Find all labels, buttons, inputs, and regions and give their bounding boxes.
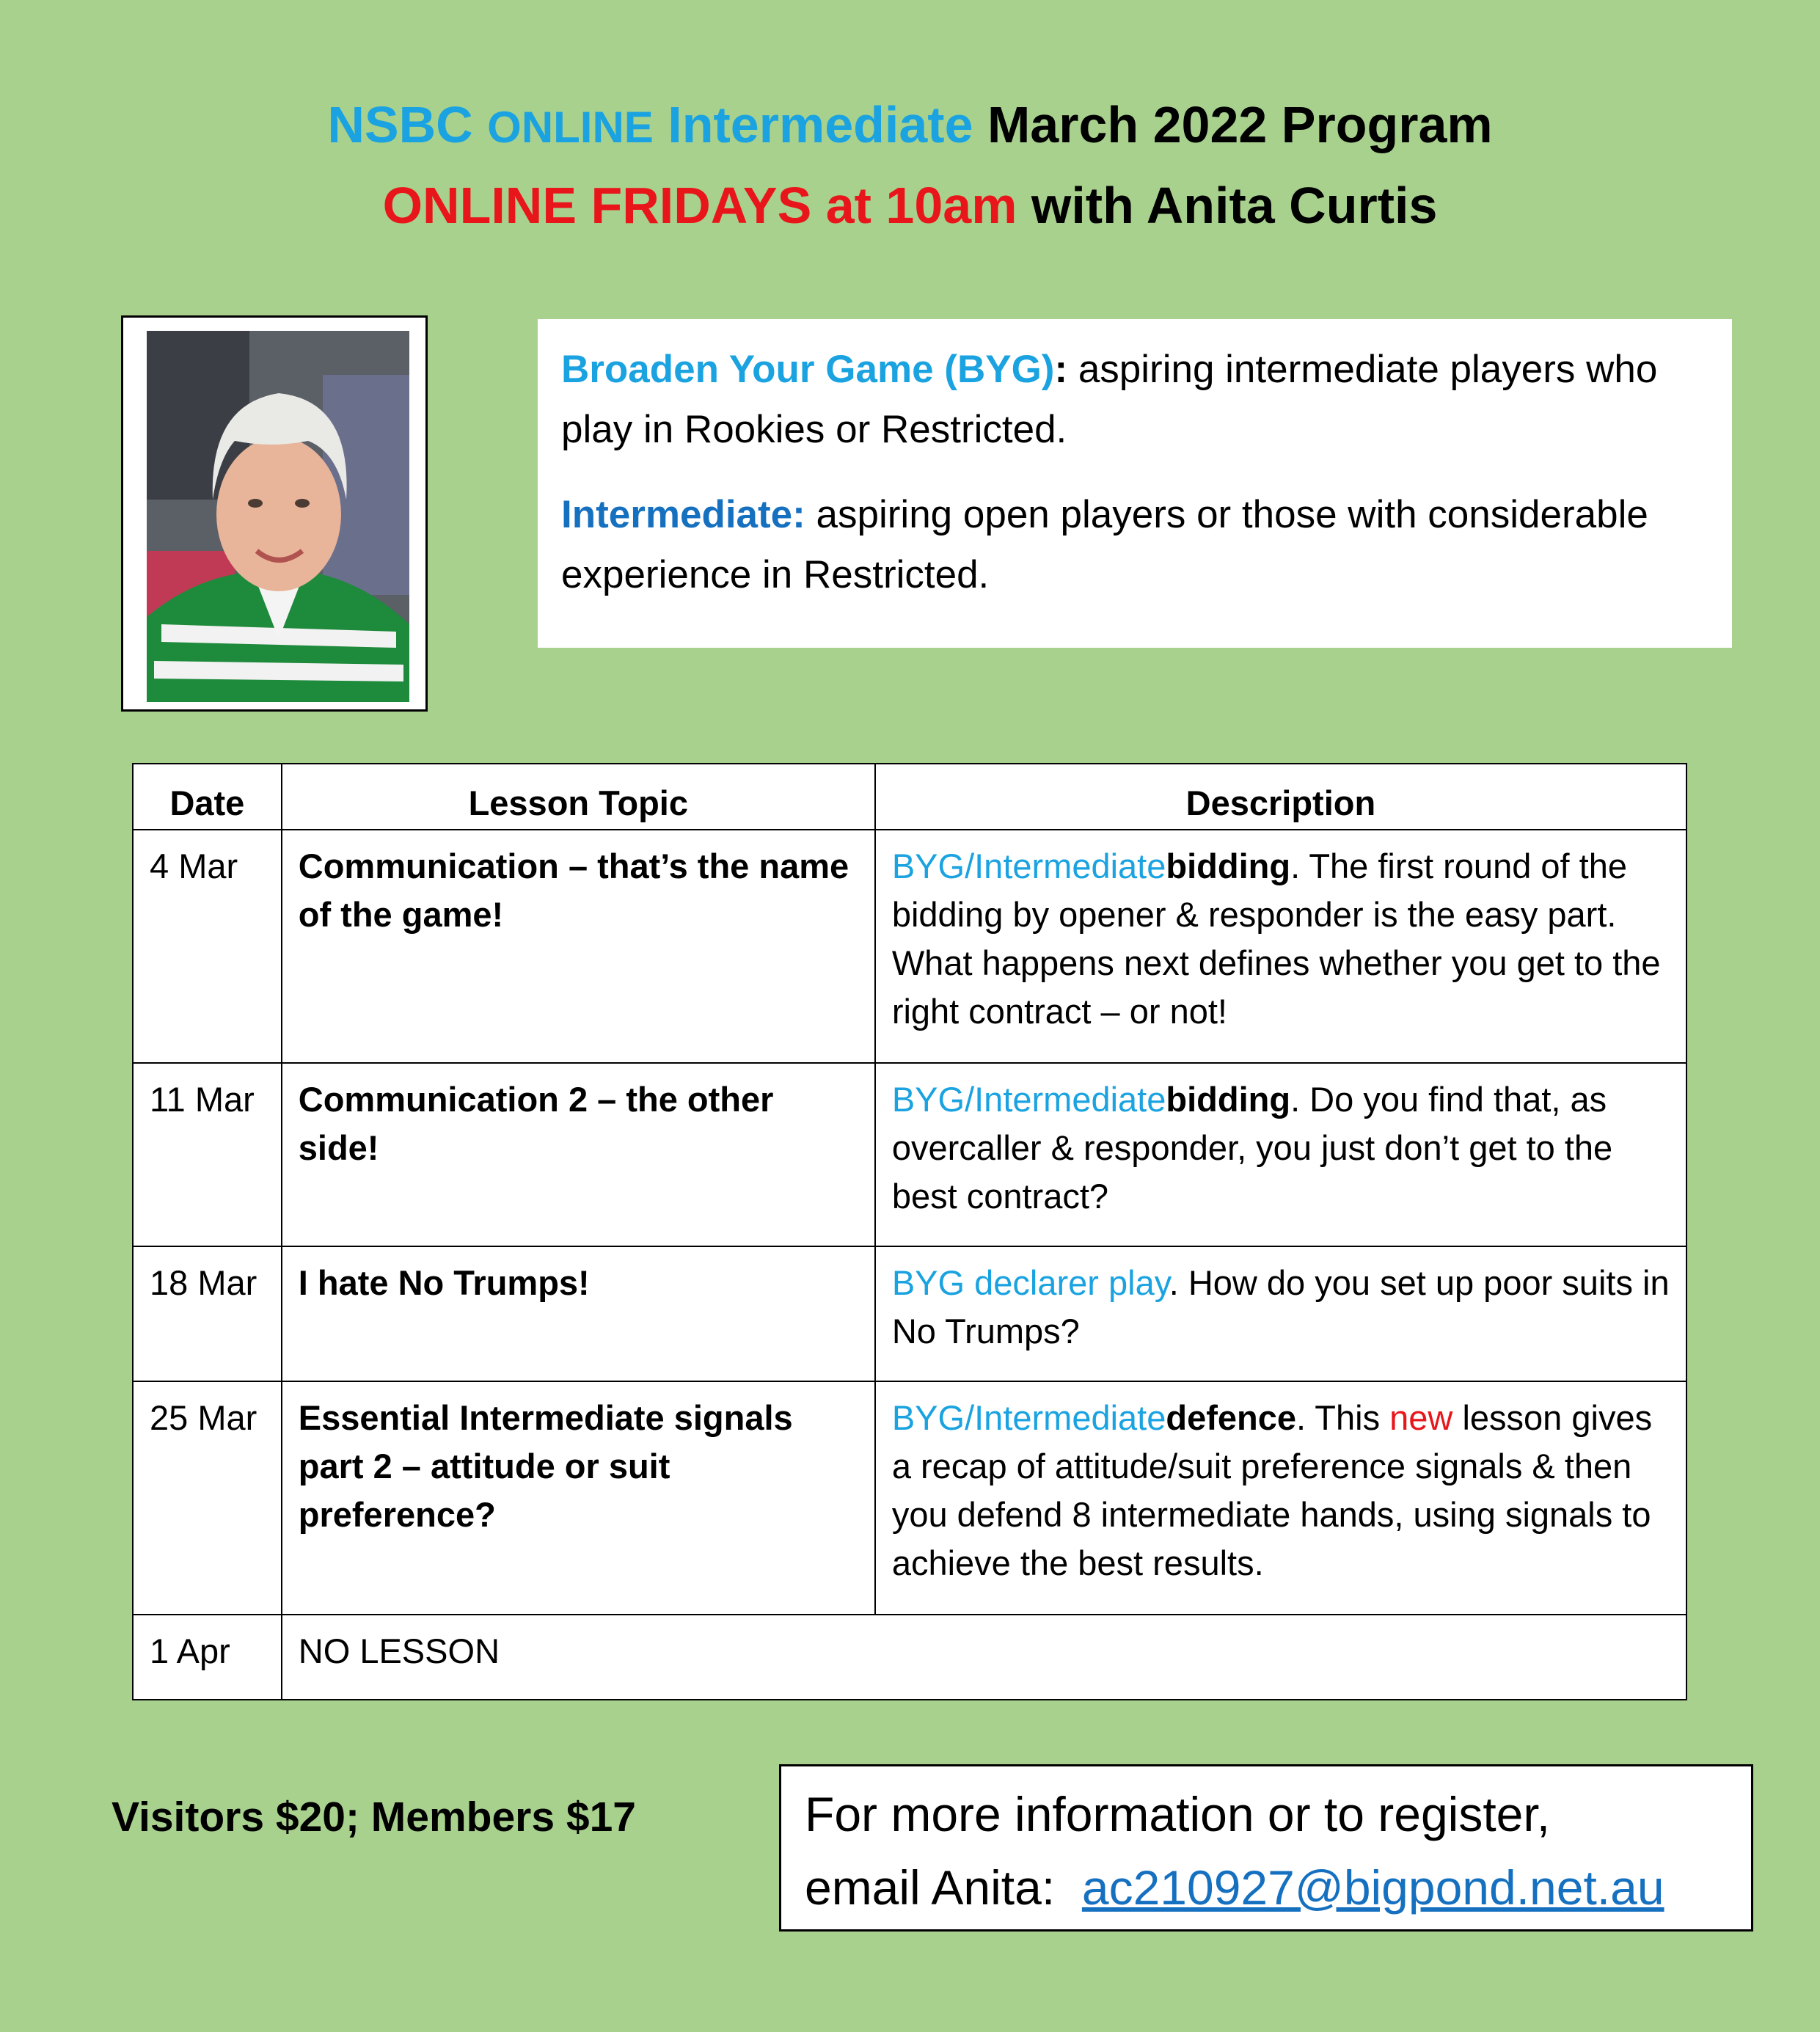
desc-focus: bidding — [1166, 847, 1291, 885]
row-topic: Essential Intermediate signals part 2 – attitude or suit preference? — [282, 1381, 875, 1615]
contact-email-line — [805, 1851, 1728, 1924]
row-date: 25 Mar — [133, 1381, 282, 1615]
title-nsbc: NSBC — [327, 96, 473, 153]
teacher-photo — [147, 331, 409, 702]
table-row — [133, 1381, 1686, 1615]
levels-box — [538, 319, 1732, 648]
desc-text: . The first round of the bidding by opener & responder is the easy part. What happens next defines whether you get to the right contract – or not! — [891, 847, 1661, 1031]
lesson-table — [132, 763, 1687, 1700]
row-date: 1 Apr — [133, 1615, 282, 1700]
title-online: ONLINE — [487, 103, 654, 152]
header-topic: Lesson Topic — [282, 764, 875, 830]
row-description — [875, 1381, 1686, 1615]
contact-box — [779, 1764, 1753, 1932]
level-byg-sep: : — [1054, 348, 1068, 391]
row-date: 18 Mar — [133, 1246, 282, 1381]
level-byg-text: aspiring intermediate players who play in Rookies or Restricted. — [561, 348, 1658, 451]
row-description — [875, 1063, 1686, 1246]
email-link[interactable]: ac210927@bigpond.net.au — [1081, 1860, 1664, 1915]
title-program: March 2022 Program — [987, 96, 1493, 153]
row-description — [875, 830, 1686, 1063]
page-subtitle — [0, 176, 1820, 235]
row-date: 11 Mar — [133, 1063, 282, 1246]
row-description — [875, 1246, 1686, 1381]
table-row — [133, 830, 1686, 1063]
table-header-row — [133, 764, 1686, 830]
fees-text: Visitors $20; Members $17 — [112, 1794, 637, 1841]
level-intermediate-name: Intermediate: — [561, 493, 805, 536]
row-topic: Communication 2 – the other side! — [282, 1063, 875, 1246]
level-byg-name: Broaden Your Game (BYG) — [561, 348, 1055, 391]
desc-text: . This — [1296, 1398, 1390, 1437]
desc-text: . How do you set up poor suits in No Trumps? — [891, 1263, 1670, 1351]
teacher-photo-frame — [121, 315, 428, 712]
row-date: 4 Mar — [133, 830, 282, 1063]
desc-level: BYG/Intermediate — [891, 1080, 1166, 1119]
contact-prefix: email Anita: — [805, 1860, 1056, 1915]
header-description: Description — [875, 764, 1686, 830]
level-byg — [561, 340, 1708, 460]
level-intermediate — [561, 485, 1708, 605]
desc-new-flag: new — [1389, 1398, 1453, 1437]
title-intermediate: Intermediate — [668, 96, 973, 153]
row-topic: NO LESSON — [282, 1615, 1686, 1700]
desc-level: BYG/Intermediate — [891, 847, 1166, 885]
desc-focus: bidding — [1166, 1080, 1291, 1119]
contact-line: For more information or to register, — [805, 1787, 1551, 1841]
page-title — [0, 95, 1820, 154]
table-row — [133, 1615, 1686, 1700]
desc-focus: defence — [1166, 1398, 1297, 1437]
level-intermediate-text: aspiring open players or those with considerable experience in Restricted. — [561, 493, 1648, 596]
desc-text: . Do you find that, as overcaller & responder, you just don’t get to the best contract? — [891, 1080, 1613, 1216]
desc-text-rest: lesson gives a recap of attitude/suit preference signals & then you defend 8 intermediate hands, using signals to achieve the best results. — [891, 1398, 1653, 1582]
row-topic: Communication – that’s the name of the game! — [282, 830, 875, 1063]
subtitle-schedule: ONLINE FRIDAYS at 10am — [382, 177, 1017, 234]
subtitle-teacher: with Anita Curtis — [1031, 177, 1438, 234]
desc-level: BYG/Intermediate — [891, 1398, 1166, 1437]
desc-level: BYG declarer play — [891, 1263, 1169, 1302]
table-row — [133, 1063, 1686, 1246]
header-date: Date — [133, 764, 282, 830]
row-topic: I hate No Trumps! — [282, 1246, 875, 1381]
table-row — [133, 1246, 1686, 1381]
